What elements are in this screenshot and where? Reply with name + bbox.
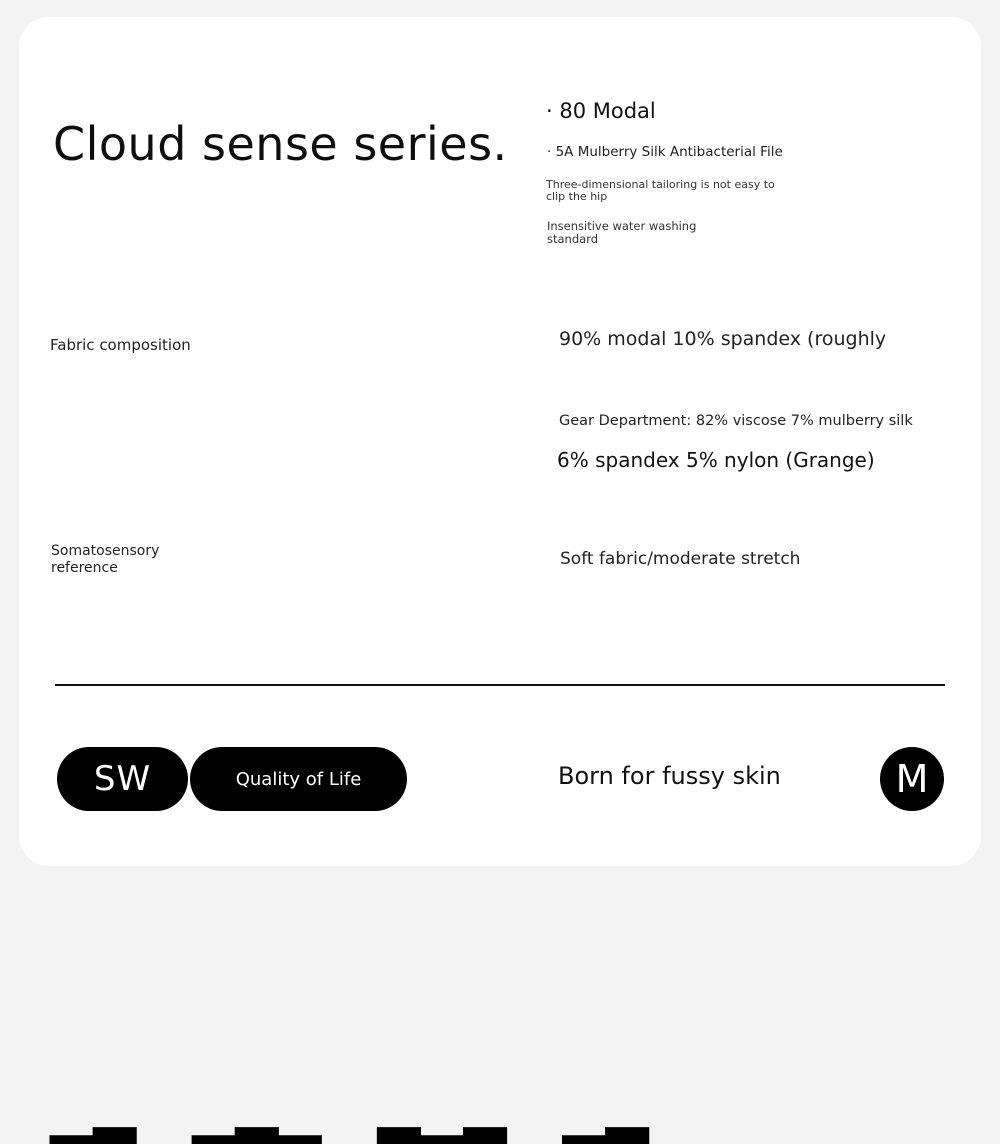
feature-tailoring: Three-dimensional tailoring is not easy to clip the hip bbox=[546, 178, 775, 203]
cropped-next-section bbox=[0, 1079, 1000, 1144]
feature-silk: · 5A Mulberry Silk Antibacterial File bbox=[547, 144, 783, 160]
feature-modal: · 80 Modal bbox=[546, 99, 656, 123]
fabric-composition-line3: 6% spandex 5% nylon (Grange) bbox=[557, 448, 875, 472]
fabric-composition-line1: 90% modal 10% spandex (roughly bbox=[559, 328, 887, 350]
brand-pill: SW bbox=[57, 747, 188, 811]
somatosensory-value: Soft fabric/moderate stretch bbox=[560, 549, 801, 569]
tagline: Born for fussy skin bbox=[558, 762, 781, 790]
feature-washing: Insensitive water washing standard bbox=[547, 219, 697, 246]
series-title: Cloud sense series. bbox=[53, 117, 508, 171]
product-card bbox=[19, 17, 981, 866]
quality-pill: Quality of Life bbox=[190, 747, 407, 811]
fabric-composition-line2: Gear Department: 82% viscose 7% mulberry silk bbox=[559, 413, 913, 429]
cropped-heading-shape: ▁▂ ▁▂▁ ▂▁▂ ▁▂ bbox=[50, 1079, 649, 1144]
fabric-composition-label: Fabric composition bbox=[50, 336, 191, 354]
divider bbox=[55, 684, 945, 686]
somatosensory-label: Somatosensory reference bbox=[51, 543, 160, 576]
size-badge: M bbox=[880, 747, 944, 811]
